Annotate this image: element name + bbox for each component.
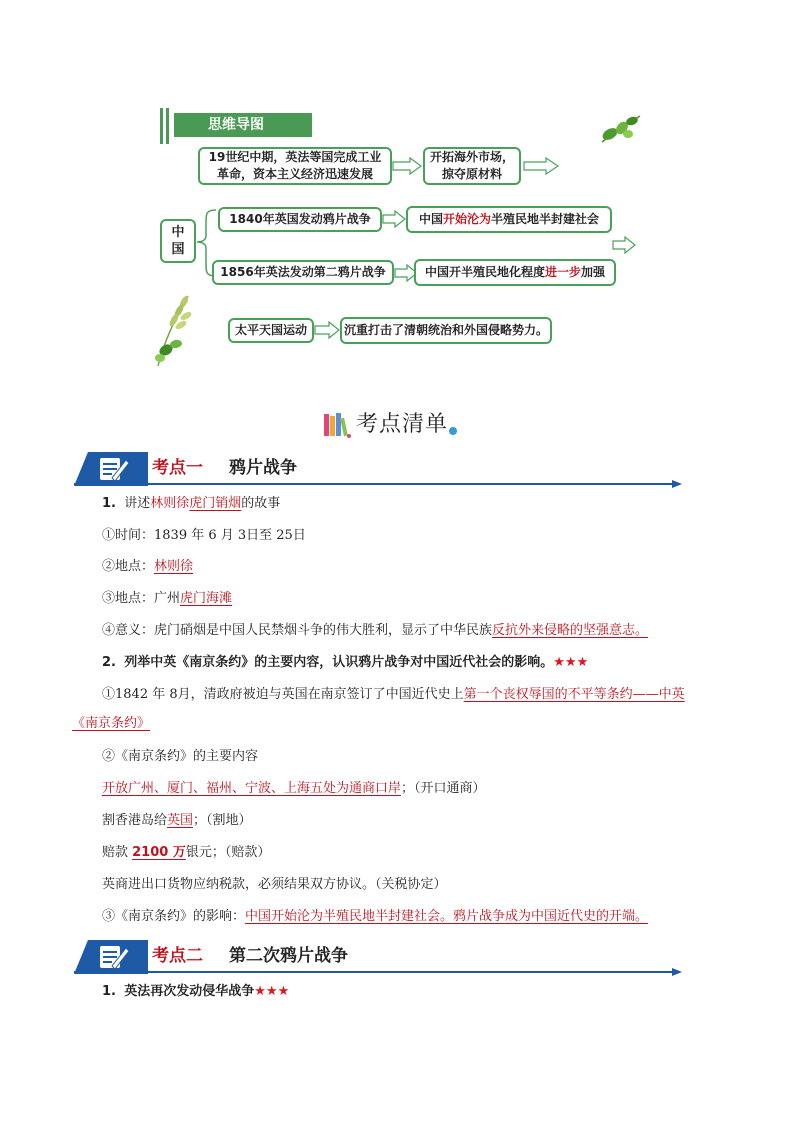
section-underline — [74, 483, 680, 485]
tariff-line: 英商进出口货物应纳税款，必须结果双方协议。（关税协定） — [102, 877, 447, 892]
box-industrial-revolution: 19世纪中期，英法等国完成工业 革命，资本主义经济迅速发展 — [198, 147, 392, 185]
nanjing-line-2: ②《南京条约》的主要内容 — [102, 749, 259, 764]
arrow-icon — [523, 157, 559, 175]
box-result-deepened: 中国开半殖民地化程度 进一步 加强 — [414, 259, 616, 286]
ports-line: 开放广州、厦门、福州、宁波、上海五处为通商口岸；（开口通商） — [102, 781, 486, 796]
box-overseas-market: 开拓海外市场， 掠夺原材料 — [423, 147, 521, 185]
section-underline — [74, 971, 680, 973]
place-line-1: ②地点：林则徐 — [102, 559, 194, 574]
arrow-icon — [314, 321, 340, 339]
box-first-opium-war: 1840年英国发动鸦片战争 — [218, 207, 382, 232]
time-line: ①时间：1839 年 6 月 3日至 25日 — [102, 528, 306, 543]
impact-line: ③《南京条约》的影响：中国开始沦为半殖民地半封建社会。鸦片战争成为中国近代史的开端。 — [102, 909, 649, 924]
section-title-2: 考点二 第二次鸦片战争 — [152, 946, 348, 966]
leaf-decoration-icon — [598, 112, 644, 146]
mindmap-header: 思维导图 — [174, 113, 312, 137]
box-result-semi-colonial: 中国 开始沦为 半殖民地半封建社会 — [406, 206, 612, 233]
indemnity-line: 赔款 2100 万银元；（赔款） — [102, 845, 271, 860]
question-1-1: 1. 讲述林则徐虎门销烟的故事 — [102, 496, 281, 511]
box-taiping-result: 沉重打击了清朝统治和外国侵略势力。 — [340, 317, 552, 344]
question-1-2: 2. 列举中英《南京条约》的主要内容，认识鸦片战争对中国近代社会的影响。★★★ — [102, 655, 589, 670]
arrow-icon — [612, 236, 636, 254]
header-bar-accent — [160, 108, 163, 144]
plant-decoration-icon — [150, 292, 194, 368]
notepad-icon — [74, 452, 148, 486]
notepad-icon — [74, 940, 148, 974]
arrow-icon — [392, 157, 422, 175]
nanjing-line-1: ①1842 年 8月，清政府被迫与英国在南京签订了中国近代史上第一个丧权辱国的不平等条约——中英 — [102, 687, 685, 702]
cede-line: 割香港岛给英国；（割地） — [102, 813, 252, 828]
nanjing-line-1-cont: 《南京条约》 — [72, 716, 151, 731]
section-title-1: 考点一 鸦片战争 — [152, 458, 297, 478]
books-icon — [322, 412, 352, 438]
place-line-2: ③地点：广州虎门海滩 — [102, 591, 233, 606]
meaning-line: ④意义：虎门硝烟是中国人民禁烟斗争的伟大胜利，显示了中华民族反抗外来侵略的坚强意志。 — [102, 623, 649, 638]
underline-arrow-icon — [672, 479, 682, 489]
box-taiping: 太平天国运动 — [228, 318, 314, 343]
page-heading: 考点清单 — [322, 408, 458, 438]
box-china: 中 国 — [160, 219, 196, 263]
underline-arrow-icon — [672, 967, 682, 977]
header-bar-accent — [166, 108, 169, 144]
section-header-2 — [74, 940, 682, 974]
section-header-1 — [74, 452, 682, 486]
dot-icon — [448, 426, 458, 436]
box-second-opium-war: 1856年英法发动第二鸦片战争 — [212, 260, 394, 285]
arrow-icon — [382, 210, 406, 228]
question-2-1: 1. 英法再次发动侵华战争★★★ — [102, 984, 290, 999]
